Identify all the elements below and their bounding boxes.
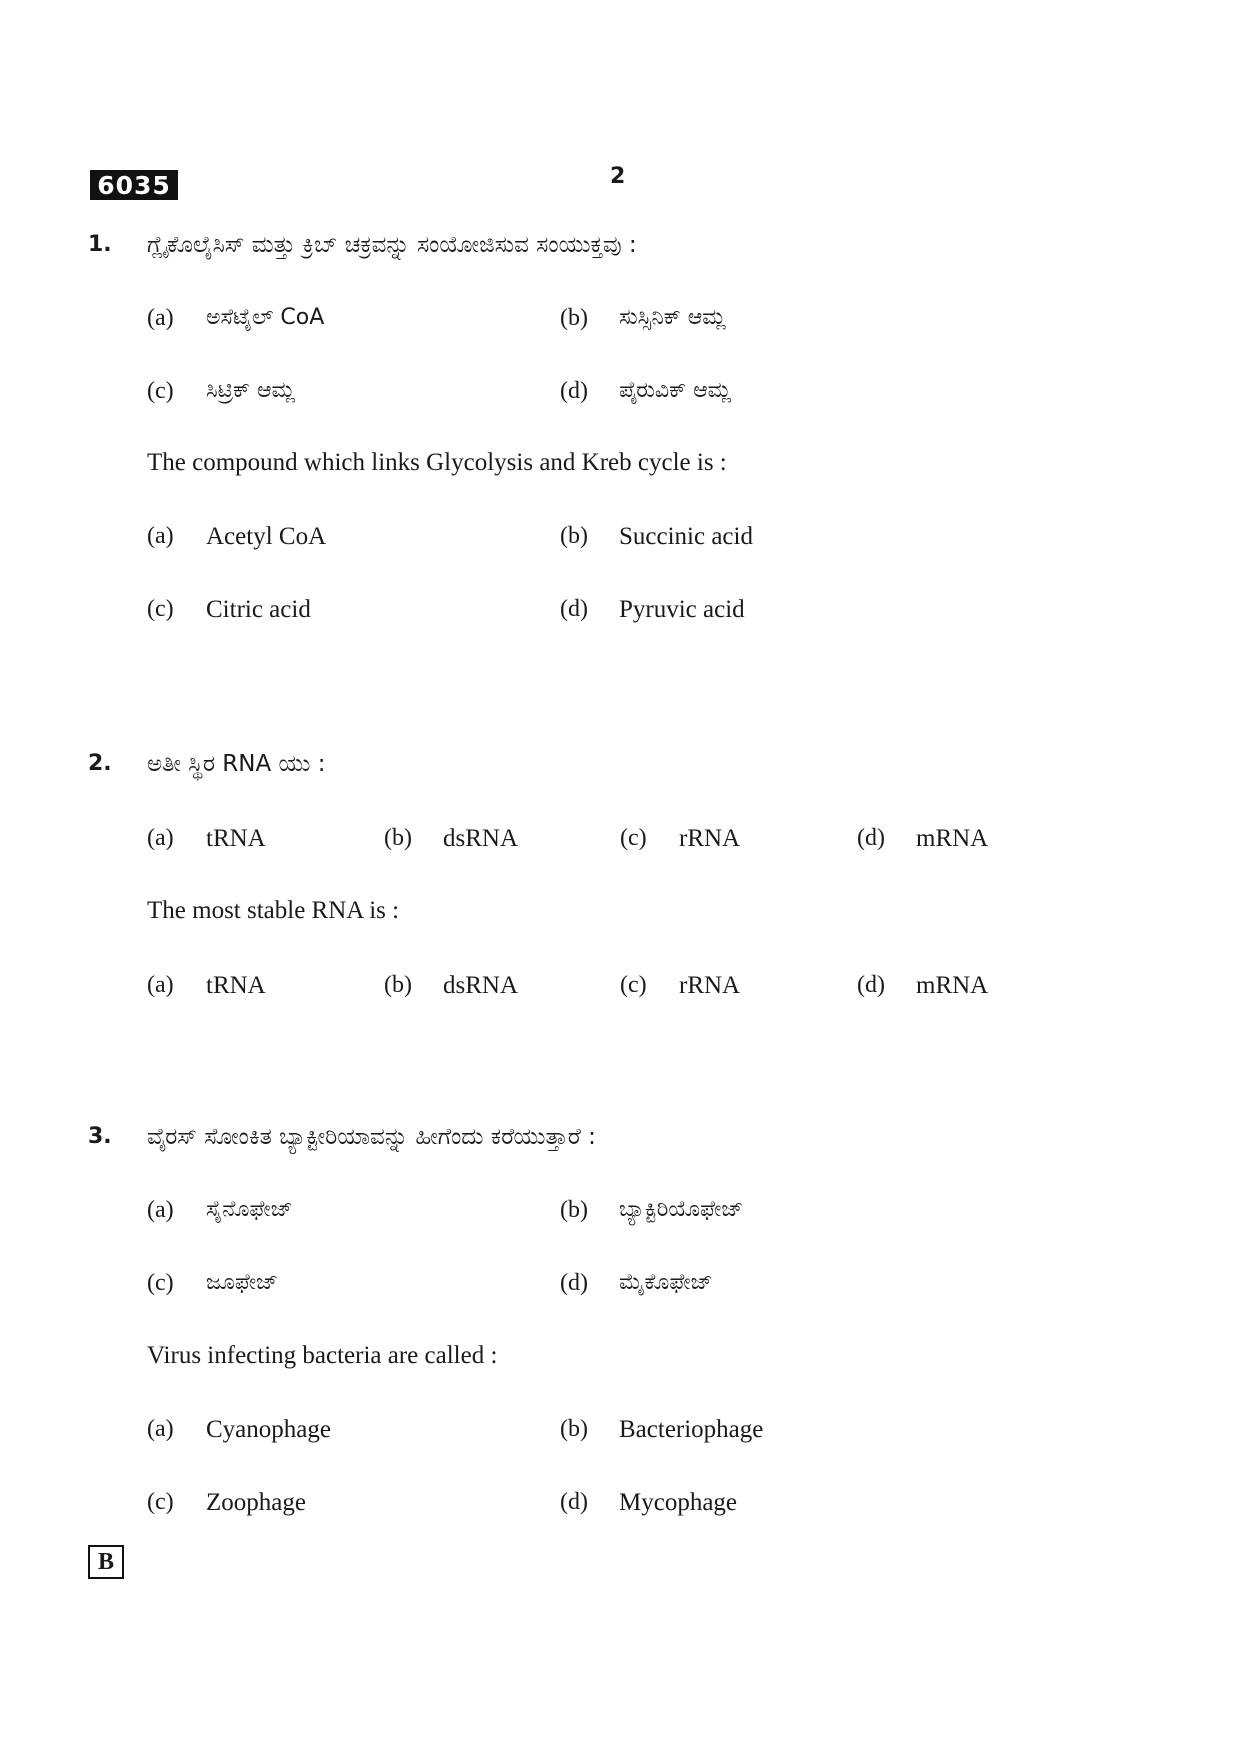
option-text: Citric acid bbox=[206, 596, 311, 623]
option-text: ಸುಸ್ಸಿನಿಕ್ ಆಮ್ಲ bbox=[619, 305, 726, 330]
option-text: mRNA bbox=[916, 825, 989, 852]
option-label: (d) bbox=[857, 825, 885, 851]
option-label: (b) bbox=[560, 1416, 588, 1442]
option-text: tRNA bbox=[206, 825, 266, 852]
option-text: Pyruvic acid bbox=[619, 596, 745, 623]
question-text-kannada: ಗ್ಲೈಕೊಲೈಸಿಸ್ ಮತ್ತು ಕ್ರಿಬ್ ಚಕ್ರವನ್ನು ಸಂಯೋಜಿಸುವ ಸಂಯುಕ್ತವು : bbox=[147, 232, 637, 258]
option-label: (b) bbox=[384, 972, 412, 998]
option-label: (a) bbox=[147, 523, 174, 549]
question-number: 3. bbox=[88, 1124, 112, 1149]
option-label: (b) bbox=[560, 523, 588, 549]
option-label: (b) bbox=[560, 305, 588, 331]
paper-code-badge: 6035 bbox=[90, 170, 178, 200]
option-label: (b) bbox=[384, 825, 412, 851]
option-label: (a) bbox=[147, 1416, 174, 1442]
option-label: (a) bbox=[147, 1197, 174, 1223]
option-text: ಬ್ಯಾಕ್ಟಿರಿಯೊಫೇಜ್ bbox=[619, 1197, 744, 1222]
option-label: (c) bbox=[620, 972, 647, 998]
option-label: (c) bbox=[147, 1489, 174, 1515]
option-label: (c) bbox=[620, 825, 647, 851]
option-text: mRNA bbox=[916, 972, 989, 999]
option-label: (d) bbox=[560, 596, 588, 622]
option-text: Acetyl CoA bbox=[206, 523, 327, 550]
option-text: Mycophage bbox=[619, 1489, 738, 1516]
question-text-kannada: ವೈರಸ್ ಸೋಂಕಿತ ಬ್ಯಾಕ್ಟೀರಿಯಾವನ್ನು ಹೀಗೆಂದು ಕರೆಯುತ್ತಾರೆ : bbox=[147, 1124, 596, 1150]
option-text: Cyanophage bbox=[206, 1416, 331, 1443]
option-label: (b) bbox=[560, 1197, 588, 1223]
option-label: (a) bbox=[147, 825, 174, 851]
option-text: dsRNA bbox=[443, 972, 519, 999]
booklet-series-badge: B bbox=[88, 1545, 124, 1579]
option-text: Bacteriophage bbox=[619, 1416, 764, 1443]
option-text: Zoophage bbox=[206, 1489, 306, 1516]
page-number: 2 bbox=[610, 164, 626, 189]
option-text: ಸಿಟ್ರಿಕ್ ಆಮ್ಲ bbox=[206, 378, 296, 403]
question-text-kannada: ಅತೀ ಸ್ಥಿರ RNA ಯು : bbox=[147, 751, 326, 777]
option-text: ಅಸೆಟೈಲ್ CoA bbox=[206, 305, 325, 330]
option-label: (d) bbox=[560, 1489, 588, 1515]
option-text: ಮೈಕೊಫೇಜ್ bbox=[619, 1270, 713, 1295]
option-text: ಸೈನೊಫೇಜ್ bbox=[206, 1197, 293, 1222]
question-number: 1. bbox=[88, 232, 112, 257]
option-text: rRNA bbox=[679, 972, 741, 999]
option-label: (c) bbox=[147, 378, 174, 404]
option-text: ಜೂಫೇಜ್ bbox=[206, 1270, 279, 1295]
question-number: 2. bbox=[88, 751, 112, 776]
option-label: (a) bbox=[147, 305, 174, 331]
option-label: (d) bbox=[560, 1270, 588, 1296]
option-text: rRNA bbox=[679, 825, 741, 852]
question-text-english: The compound which links Glycolysis and Kreb cycle is : bbox=[147, 449, 727, 476]
option-text: Succinic acid bbox=[619, 523, 753, 550]
option-label: (d) bbox=[560, 378, 588, 404]
option-text: tRNA bbox=[206, 972, 266, 999]
option-text: ಪೈರುವಿಕ್ ಆಮ್ಲ bbox=[619, 378, 732, 403]
option-text: dsRNA bbox=[443, 825, 519, 852]
option-label: (a) bbox=[147, 972, 174, 998]
option-label: (c) bbox=[147, 596, 174, 622]
option-label: (c) bbox=[147, 1270, 174, 1296]
question-text-english: Virus infecting bacteria are called : bbox=[147, 1342, 498, 1369]
question-text-english: The most stable RNA is : bbox=[147, 897, 400, 924]
option-label: (d) bbox=[857, 972, 885, 998]
